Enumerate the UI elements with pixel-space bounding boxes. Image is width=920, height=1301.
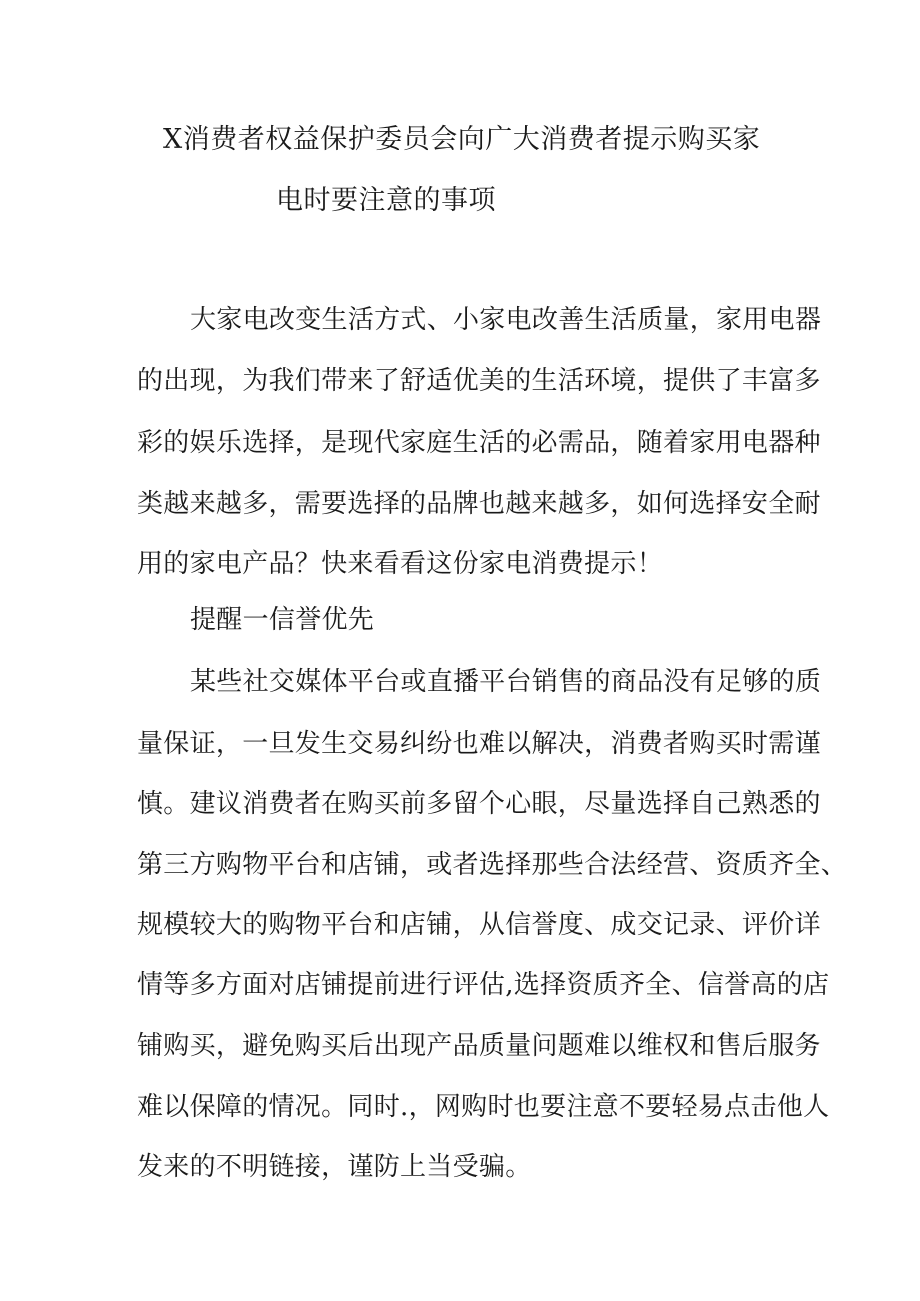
paragraph-2-line: 规模较大的购物平台和店铺，从信誉度、成交记录、评价详: [137, 910, 821, 940]
paragraph-2-line: 发来的不明链接，谨防上当受骗。: [137, 1152, 532, 1182]
paragraph-2-line: 铺购买，避免购买后出现产品质量问题难以维权和售后服务: [137, 1031, 821, 1061]
paragraph-2-line: 情等多方面对店铺提前进行评估,选择资质齐全、信誉高的店: [137, 970, 830, 1000]
section-heading: 提醒一信誉优先: [190, 605, 375, 635]
paragraph-1-line: 大家电改变生活方式、小家电改善生活质量，家用电器: [190, 305, 822, 335]
paragraph-2-line: 慎。建议消费者在购买前多留个心眼，尽量选择自己熟悉的: [137, 789, 821, 819]
paragraph-1-line: 的出现，为我们带来了舒适优美的生活环境，提供了丰富多: [137, 366, 821, 396]
paragraph-2-line: 量保证，一旦发生交易纠纷也难以解决，消费者购买时需谨: [137, 729, 821, 759]
paragraph-1-line: 类越来越多，需要选择的品牌也越来越多，如何选择安全耐: [137, 489, 821, 519]
paragraph-1-line: 用的家电产品？快来看看这份家电消费提示！: [137, 549, 664, 579]
document-title-line-2: 电时要注意的事项: [276, 185, 496, 216]
paragraph-2-line: 第三方购物平台和店铺，或者选择那些合法经营、资质齐全、: [137, 850, 848, 880]
paragraph-2-line: 某些社交媒体平台或直播平台销售的商品没有足够的质: [190, 667, 822, 697]
paragraph-1-line: 彩的娱乐选择，是现代家庭生活的必需品，随着家用电器种: [137, 428, 821, 458]
paragraph-2-line: 难以保障的情况。同时.，网购时也要注意不要轻易点击他人: [137, 1092, 830, 1122]
document-title-line-1: X消费者权益保护委员会向广大消费者提示购买家: [163, 124, 761, 155]
